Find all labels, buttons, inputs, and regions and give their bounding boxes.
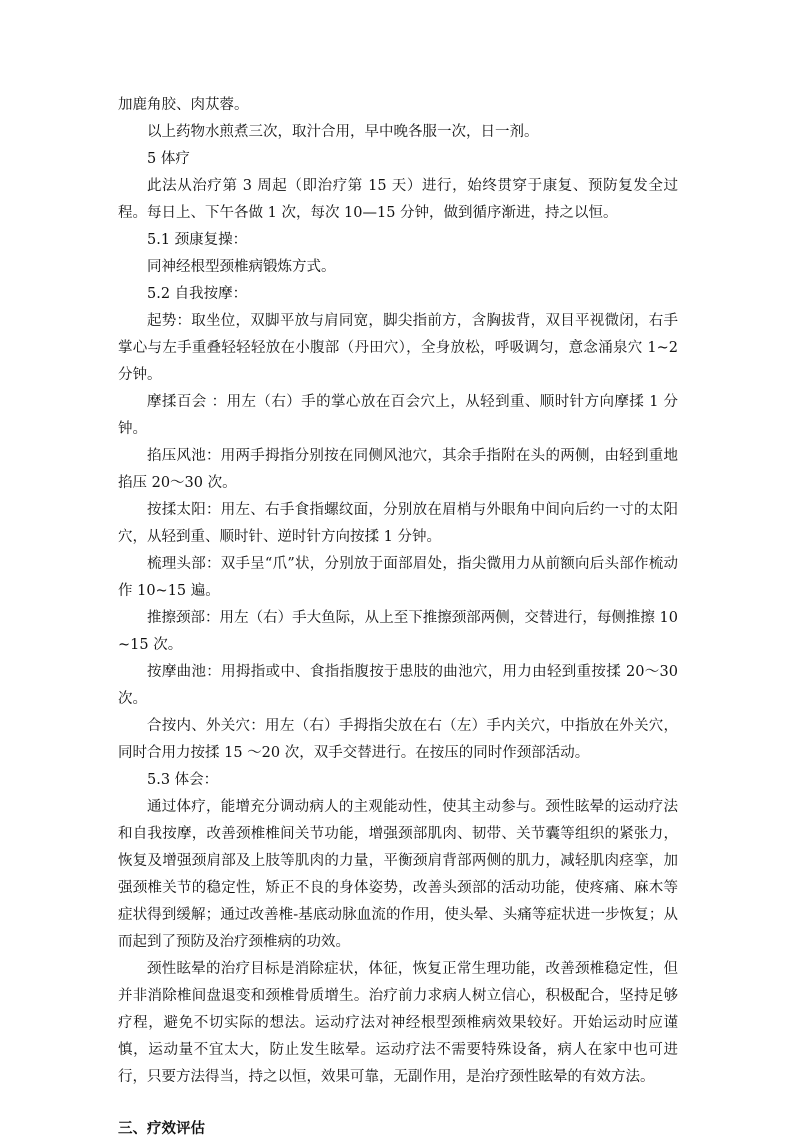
paragraph: 5.1 颈康复操： (147, 232, 248, 248)
paragraph: 5.3 体会： (147, 772, 219, 788)
paragraph: 通过体疗，能增充分调动病人的主观能动性，使其主动参与。颈性眩晕的运动疗法和自我按摩，改善颈椎椎间关节功能，增强颈部肌肉、韧带、关节囊等组织的紧张力，恢复及增强颈肩部及上肢等肌肉的力量，平衡颈肩背部两侧的肌力，减轻肌肉痉挛，加强颈椎关节的稳定性，矫正不良的身体姿势，改善头颈部的活动功能，使疼痛、麻木等症状得到缓解；通过改善椎-基底动脉血流的作用，使头晕、头痛等症状进一步恢复；从而起到了预防及治疗颈椎病的功效。 (118, 799, 678, 950)
paragraph: 推擦颈部：用左（右）手大鱼际，从上至下推擦颈部两侧，交替进行，每侧推擦 10~15 次。 (118, 610, 678, 653)
paragraph: 此法从治疗第 3 周起（即治疗第 15 天）进行，始终贯穿于康复、预防复发全过程。每日上、下午各做 1 次，每次 10—15 分钟，做到循序渐进，持之以恒。 (118, 178, 678, 221)
paragraph: 以上药物水煎煮三次，取汁合用，早中晚各服一次，日一剂。 (147, 124, 539, 140)
paragraph: 同神经根型颈椎病锻炼方式。 (147, 259, 336, 275)
paragraph: 摩揉百会 ：用左（右）手的掌心放在百会穴上，从轻到重、顺时针方向摩揉 1 分钟。 (118, 394, 678, 437)
paragraph: 5.2 自我按摩： (147, 286, 248, 302)
paragraph: 加鹿角胶、肉苁蓉。 (118, 97, 249, 113)
section-heading: 三、疗效评估 (118, 1120, 205, 1137)
paragraph: 起势：取坐位，双脚平放与肩同宽，脚尖指前方，含胸拔背，双目平视微闭，右手掌心与左手重叠轻轻轻放在小腹部（丹田穴），全身放松，呼吸调匀，意念涌泉穴 1~2 分钟。 (118, 313, 678, 383)
paragraph: 掐压风池：用两手拇指分别按在同侧风池穴，其余手指附在头的两侧，由轻到重地掐压 20～30 次。 (118, 448, 678, 491)
paragraph: 按摩曲池：用拇指或中、食指指腹按于患肢的曲池穴，用力由轻到重按揉 20～30 次。 (118, 664, 678, 707)
paragraph: 按揉太阳：用左、右手食指螺纹面，分别放在眉梢与外眼角中间向后约一寸的太阳穴，从轻到重、顺时针、逆时针方向按揉 1 分钟。 (118, 502, 678, 545)
paragraph: 梳理头部：双手呈“爪”状，分别放于面部眉处，指尖微用力从前额向后头部作梳动作 10~15 遍。 (118, 556, 678, 599)
paragraph: 5 体疗 (147, 151, 190, 167)
paragraph: 合按内、外关穴：用左（右）手拇指尖放在右（左）手内关穴，中指放在外关穴，同时合用力按揉 15 ～20 次，双手交替进行。在按压的同时作颈部活动。 (118, 718, 678, 761)
document-body (118, 92, 678, 1142)
paragraph: 颈性眩晕的治疗目标是消除症状，体征，恢复正常生理功能，改善颈椎稳定性，但并非消除椎间盘退变和颈椎骨质增生。治疗前力求病人树立信心，积极配合，坚持足够疗程，避免不切实际的想法。运动疗法对神经根型颈椎病效果较好。开始运动时应谨慎，运动量不宜太大，防止发生眩晕。运动疗法不需要特殊设备，病人在家中也可进行，只要方法得当，持之以恒，效果可靠，无副作用，是治疗颈性眩晕的有效方法。 (118, 961, 678, 1085)
